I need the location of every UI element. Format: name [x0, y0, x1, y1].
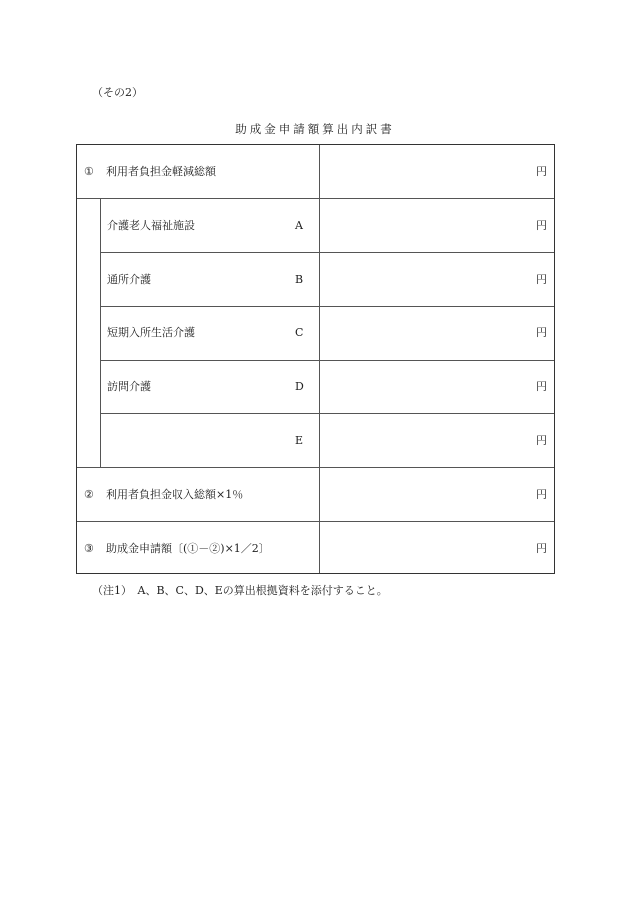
row-label: 利用者負担金軽減総額 [106, 165, 216, 178]
row-number: ③ [84, 542, 94, 555]
row-divider [77, 198, 554, 199]
row-label: 助成金申請額〔(①－②)×1／2〕 [106, 542, 270, 555]
subrow-indent-line [100, 198, 101, 467]
row-divider [77, 521, 554, 522]
row-number: ② [84, 488, 94, 501]
row-number: ① [84, 165, 94, 178]
row-label: 利用者負担金収入総額×1％ [106, 488, 244, 501]
subrow-label: 介護老人福祉施設 [107, 219, 195, 232]
row-divider [77, 467, 554, 468]
column-divider [319, 145, 320, 573]
subrow-label: 短期入所生活介護 [107, 326, 195, 339]
subrow-code: E [295, 434, 304, 447]
yen-unit: 円 [536, 273, 547, 286]
yen-unit: 円 [536, 380, 547, 393]
row-divider [100, 360, 554, 361]
yen-unit: 円 [536, 219, 547, 232]
yen-unit: 円 [536, 326, 547, 339]
subrow-code: D [295, 380, 304, 393]
row-divider [100, 252, 554, 253]
form-subtitle: （その2） [92, 86, 143, 99]
subrow-code: C [295, 326, 304, 339]
footnote: （注1） A、B、C、D、Eの算出根拠資料を添付すること。 [92, 584, 388, 597]
yen-unit: 円 [536, 542, 547, 555]
yen-unit: 円 [536, 488, 547, 501]
subrow-code: B [295, 273, 304, 286]
yen-unit: 円 [536, 434, 547, 447]
row-divider [100, 306, 554, 307]
row-divider [100, 413, 554, 414]
subrow-code: A [295, 219, 303, 232]
form-title: 助成金申請額算出内訳書 [235, 122, 395, 136]
subrow-label: 通所介護 [107, 273, 151, 286]
calculation-table [76, 144, 555, 574]
yen-unit: 円 [536, 165, 547, 178]
subrow-label: 訪問介護 [107, 380, 151, 393]
